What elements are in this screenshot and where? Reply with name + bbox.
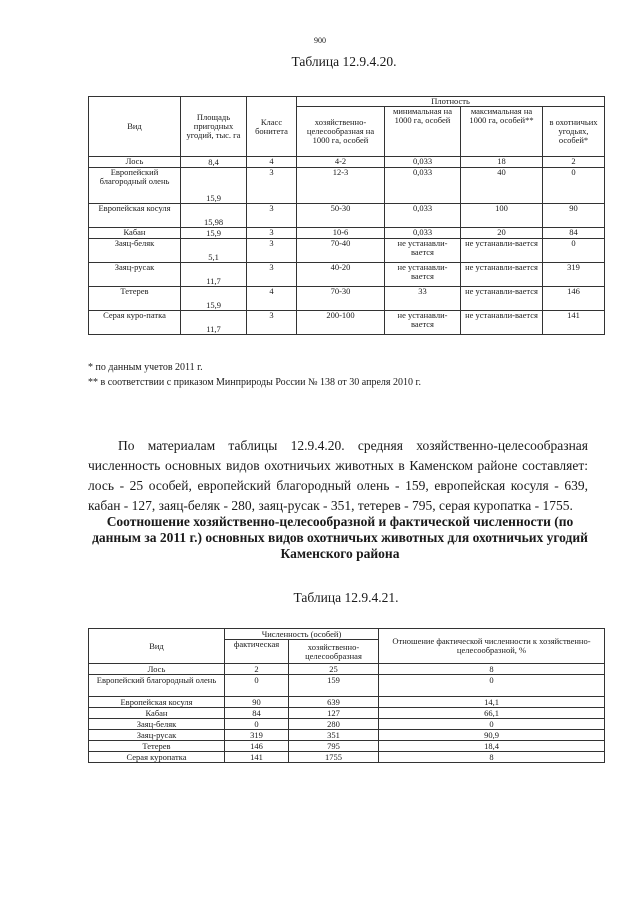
cell-hoz: 127 — [289, 708, 379, 719]
cell-min: не устанавли-вается — [385, 263, 461, 287]
cell-klass: 4 — [247, 287, 297, 311]
table-row — [89, 228, 605, 239]
cell-fact: 146 — [225, 741, 289, 752]
cell-hoz: 1755 — [289, 752, 379, 763]
cell-min: не устанавли-вается — [385, 311, 461, 335]
cell-hoz: 280 — [289, 719, 379, 730]
cell-area: 8,4 — [181, 157, 247, 168]
cell-max: не устанавли-вается — [461, 311, 543, 335]
cell-vid: Европейская косуля — [89, 697, 225, 708]
cell-hunt: 90 — [543, 204, 605, 228]
cell-fact: 84 — [225, 708, 289, 719]
table-row — [89, 287, 605, 311]
table-row — [89, 204, 605, 228]
cell-max: не устанавли-вается — [461, 287, 543, 311]
cell-hunt: 0 — [543, 168, 605, 204]
table-row — [89, 752, 605, 763]
cell-vid: Кабан — [89, 228, 181, 239]
cell-ratio: 66,1 — [379, 708, 605, 719]
cell-ratio: 14,1 — [379, 697, 605, 708]
cell-klass: 3 — [247, 239, 297, 263]
cell-vid: Лось — [89, 664, 225, 675]
header-hunt: в охотничьих угодьях, особей* — [543, 107, 605, 157]
cell-area: 15,98 — [181, 204, 247, 228]
cell-vid: Заяц-беляк — [89, 719, 225, 730]
cell-fact: 319 — [225, 730, 289, 741]
table-row — [89, 741, 605, 752]
cell-max: 100 — [461, 204, 543, 228]
cell-hoz: 351 — [289, 730, 379, 741]
table-density — [88, 96, 605, 335]
cell-hunt: 319 — [543, 263, 605, 287]
cell-klass: 3 — [247, 263, 297, 287]
cell-vid: Тетерев — [89, 741, 225, 752]
table-row — [89, 675, 605, 697]
cell-ratio: 18,4 — [379, 741, 605, 752]
cell-max: 20 — [461, 228, 543, 239]
cell-hoz: 40-20 — [297, 263, 385, 287]
table-ratio — [88, 628, 605, 763]
cell-ratio: 0 — [379, 675, 605, 697]
cell-vid: Европейский благородный олень — [89, 168, 181, 204]
header-density: Плотность — [297, 97, 605, 107]
cell-min: 0,033 — [385, 228, 461, 239]
table-row — [89, 708, 605, 719]
header-max: максимальная на 1000 га, особей** — [461, 107, 543, 157]
footnote-1: * по данным учетов 2011 г. — [88, 362, 203, 373]
cell-area: 15,9 — [181, 168, 247, 204]
cell-vid: Кабан — [89, 708, 225, 719]
cell-klass: 4 — [247, 157, 297, 168]
cell-klass: 3 — [247, 311, 297, 335]
cell-max: не устанавли-вается — [461, 263, 543, 287]
footnote-2: ** в соответствии с приказом Минприроды России № 138 от 30 апреля 2010 г. — [88, 377, 421, 388]
table-row — [89, 697, 605, 708]
page-number: 900 — [314, 36, 326, 45]
cell-min: 0,033 — [385, 157, 461, 168]
cell-hoz: 70-30 — [297, 287, 385, 311]
cell-hoz: 25 — [289, 664, 379, 675]
cell-fact: 2 — [225, 664, 289, 675]
cell-min: не устанавли-вается — [385, 239, 461, 263]
cell-klass: 3 — [247, 228, 297, 239]
cell-hoz: 70-40 — [297, 239, 385, 263]
cell-hunt: 141 — [543, 311, 605, 335]
header2-chisl: Численность (особей) — [225, 629, 379, 640]
cell-hoz: 50-30 — [297, 204, 385, 228]
cell-hoz: 10-6 — [297, 228, 385, 239]
cell-hoz: 12-3 — [297, 168, 385, 204]
cell-hoz: 159 — [289, 675, 379, 697]
cell-vid: Заяц-русак — [89, 730, 225, 741]
table-row — [89, 311, 605, 335]
cell-fact: 0 — [225, 719, 289, 730]
cell-fact: 90 — [225, 697, 289, 708]
header2-hoz: хозяйственно-целесообразная — [289, 640, 379, 664]
header-hoz: хозяйственно-целесообразная на 1000 га, особей — [297, 107, 385, 157]
table-row — [89, 168, 605, 204]
cell-vid: Заяц-беляк — [89, 239, 181, 263]
cell-hoz: 4-2 — [297, 157, 385, 168]
cell-klass: 3 — [247, 168, 297, 204]
cell-vid: Лось — [89, 157, 181, 168]
cell-vid: Серая куро-патка — [89, 311, 181, 335]
header-area: Площадь пригодных угодий, тыс. га — [181, 97, 247, 157]
table1-caption: Таблица 12.9.4.20. — [291, 54, 397, 69]
cell-area: 5,1 — [181, 239, 247, 263]
cell-klass: 3 — [247, 204, 297, 228]
cell-hunt: 0 — [543, 239, 605, 263]
cell-vid: Заяц-русак — [89, 263, 181, 287]
header2-vid: Вид — [89, 629, 225, 664]
cell-ratio: 8 — [379, 752, 605, 763]
table-row — [89, 157, 605, 168]
header-min: минимальная на 1000 га, особей — [385, 107, 461, 157]
header-vid: Вид — [89, 97, 181, 157]
cell-fact: 141 — [225, 752, 289, 763]
cell-area: 11,7 — [181, 263, 247, 287]
table-row — [89, 263, 605, 287]
cell-hoz: 639 — [289, 697, 379, 708]
cell-max: 40 — [461, 168, 543, 204]
cell-area: 15,9 — [181, 287, 247, 311]
cell-vid: Тетерев — [89, 287, 181, 311]
cell-area: 11,7 — [181, 311, 247, 335]
header2-fact: фактическая — [225, 640, 289, 664]
cell-hunt: 146 — [543, 287, 605, 311]
cell-vid: Европейский благородный олень — [89, 675, 225, 697]
cell-hunt: 2 — [543, 157, 605, 168]
cell-hunt: 84 — [543, 228, 605, 239]
table2-caption: Таблица 12.9.4.21. — [293, 590, 399, 605]
cell-min: 0,033 — [385, 204, 461, 228]
cell-vid: Европейская косуля — [89, 204, 181, 228]
section-heading: Соотношение хозяйственно-целесообразной и фактической численности (по данным за 2011 г.) основных видов охотничьих животных для охотничьих угодий Каменского района — [92, 514, 588, 561]
cell-ratio: 8 — [379, 664, 605, 675]
cell-max: не устанавли-вается — [461, 239, 543, 263]
header2-ratio: Отношение фактической численности к хозяйственно-целесообразной, % — [379, 629, 605, 664]
cell-ratio: 90,9 — [379, 730, 605, 741]
cell-min: 33 — [385, 287, 461, 311]
cell-hoz: 795 — [289, 741, 379, 752]
cell-ratio: 0 — [379, 719, 605, 730]
cell-min: 0,033 — [385, 168, 461, 204]
header-klass: Класс бонитета — [247, 97, 297, 157]
cell-hoz: 200-100 — [297, 311, 385, 335]
cell-area: 15,9 — [181, 228, 247, 239]
table-row — [89, 664, 605, 675]
table-row — [89, 239, 605, 263]
table-row — [89, 730, 605, 741]
cell-vid: Серая куропатка — [89, 752, 225, 763]
cell-max: 18 — [461, 157, 543, 168]
table-row — [89, 719, 605, 730]
cell-fact: 0 — [225, 675, 289, 697]
body-paragraph: По материалам таблицы 12.9.4.20. средняя хозяйственно-целесообразная численность основных видов охотничьих животных в Каменском районе составляет: лось - 25 особей, европейский благородный олень - 159, европейская косуля - 639, кабан - 127, заяц-беляк - 280, заяц-русак - 351, тетерев - 795, серая куропатка - 1755. — [88, 438, 588, 513]
